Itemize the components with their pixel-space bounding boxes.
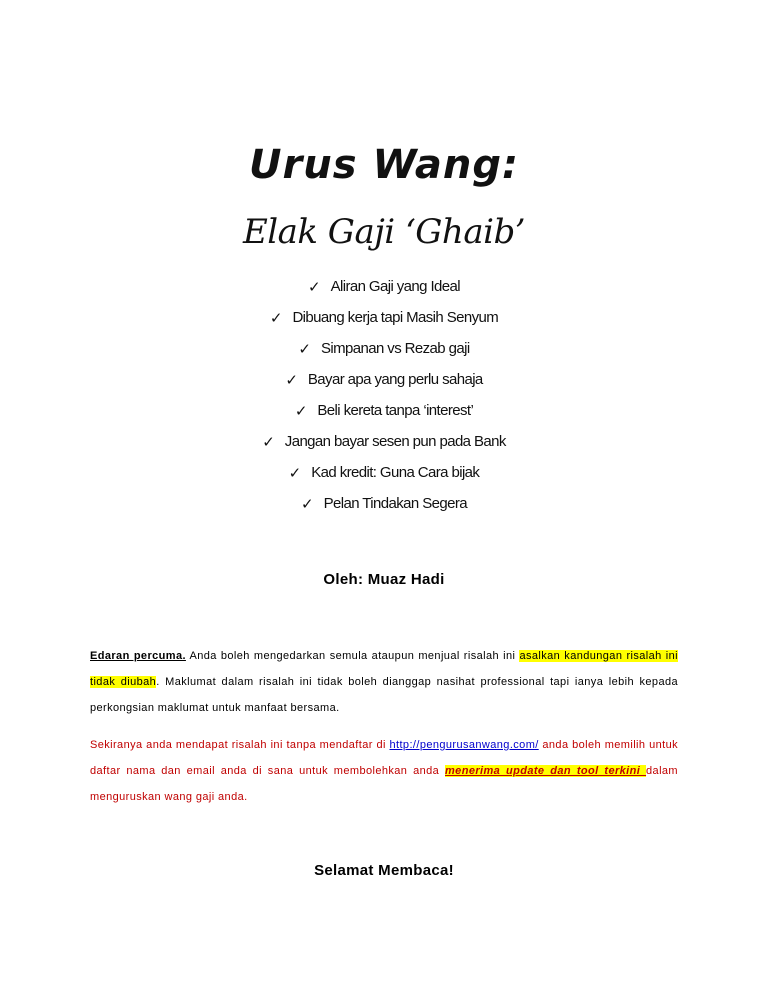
registration-text: Sekiranya anda mendapat risalah ini tanpa mendaftar di [90,739,390,751]
checklist-item-label: Bayar apa yang perlu sahaja [307,371,483,388]
notice-lead: Edaran percuma. [90,650,186,662]
checklist-item-label: Simpanan vs Rezab gaji [321,340,470,357]
checkmark-icon: ✓ [301,494,314,513]
checklist-item [0,271,768,302]
closing-line: Selamat Membaca! [314,862,454,879]
checklist-item [0,333,768,364]
checklist-item [0,457,768,488]
document-subtitle: Elak Gaji ‘Ghaib’ [242,212,526,252]
checkmark-icon: ✓ [294,401,308,420]
topic-checklist [0,271,768,519]
checklist-item [0,364,768,395]
checkmark-icon: ✓ [288,463,302,482]
registration-highlight: menerima update dan tool terkini [445,765,647,777]
checklist-item-label: Pelan Tindakan Segera [323,495,467,512]
notice-text-end: . Maklumat dalam risalah ini tidak boleh dianggap nasihat professional tapi ianya lebih kepada perkongsian maklumat untuk manfaat bersama. [90,676,678,714]
checkmark-icon: ✓ [308,277,321,296]
checklist-item-label: Beli kereta tanpa ‘interest’ [317,402,474,419]
registration-text-end: dalam menguruskan wang gaji anda. [90,765,678,803]
document-title: Urus Wang: [249,142,519,188]
checklist-item [0,426,768,457]
checklist-item-label: Aliran Gaji yang Ideal [330,278,460,295]
checklist-item [0,488,768,519]
registration-text-mid: anda boleh memilih untuk daftar nama dan email anda di sana untuk membolehkan anda [90,739,678,777]
checkmark-icon: ✓ [269,308,283,327]
website-link[interactable]: http://pengurusanwang.com/ [389,739,539,751]
notice-highlight: asalkan kandungan risalah ini tidak diubah [90,650,678,688]
checklist-item-label: Dibuang kerja tapi Masih Senyum [292,309,499,326]
checklist-item-label: Kad kredit: Guna Cara bijak [311,464,480,481]
distribution-notice [90,643,678,721]
checkmark-icon: ✓ [298,339,311,358]
checkmark-icon: ✓ [285,370,298,389]
checkmark-icon: ✓ [262,432,275,451]
registration-notice [90,732,678,810]
author-line: Oleh: Muaz Hadi [323,571,445,588]
checklist-item [0,395,768,426]
checklist-item-label: Jangan bayar sesen pun pada Bank [284,433,506,450]
checklist-item [0,302,768,333]
notice-text: Anda boleh mengedarkan semula ataupun menjual risalah ini [185,650,520,662]
